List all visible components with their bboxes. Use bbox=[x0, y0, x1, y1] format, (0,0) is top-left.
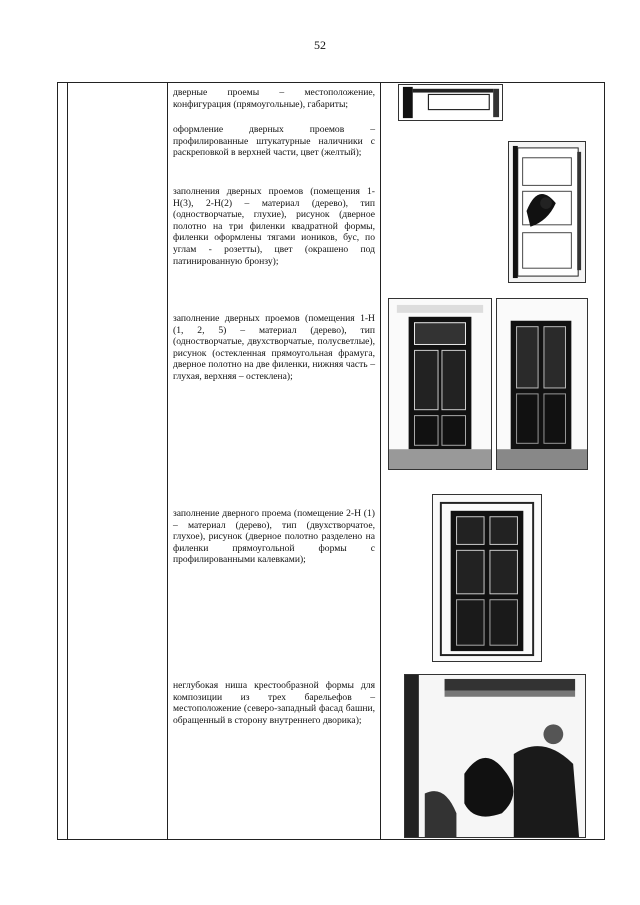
column-divider-2 bbox=[167, 82, 168, 840]
photo-door-opening bbox=[398, 84, 503, 121]
column-divider-3 bbox=[380, 82, 381, 840]
row-text-door-fillings-deaf: заполнения дверных проемов (помещения 1-Н(3), 2-Н(2) – материал (дерево), тип (одностворчатые, глухие), рисунок (дверное полотно на три филенки квадратной формы, филенки оформлены тягами иоников, бус, по углам - розетты), цвет (окрашено под патинированную бронзу); bbox=[173, 186, 375, 267]
column-divider-1 bbox=[67, 82, 68, 840]
photo-door-double bbox=[432, 494, 542, 662]
photo-niche bbox=[404, 674, 586, 838]
row-text-door-fillings-glazed: заполнение дверных проемов (помещения 1-Н (1, 2, 5) – материал (дерево), тип (одностворчатые, двухстворчатые, полусветлые), рисунок (остекленная прямоугольная фрамуга, дверное полотно на две филенки, нижняя часть – глухая, верхняя – остеклена); bbox=[173, 313, 375, 382]
row-text-niche: неглубокая ниша крестообразной формы для композиции из трех барельефов – местоположение (северо-западный фасад башни, обращенный в сторону внутреннего дворика); bbox=[173, 680, 375, 726]
page-number: 52 bbox=[314, 38, 326, 52]
row-text-door-filling-double: заполнение дверного проема (помещение 2-Н (1) – материал (дерево), тип (двухстворчатое, глухое), рисунок (дверное полотно разделено на филенки прямоугольной формы с профилированными калевками); bbox=[173, 508, 375, 566]
photo-door-deaf bbox=[508, 141, 586, 283]
row-text-door-decoration: оформление дверных проемов – профилированные штукатурные наличники с раскреповкой в верхней части, цвет (желтый); bbox=[173, 124, 375, 159]
row-text-door-openings: дверные проемы – местоположение, конфигурация (прямоугольные), габариты; bbox=[173, 87, 375, 110]
photo-door-glazed-right bbox=[496, 298, 588, 470]
photo-door-glazed-left bbox=[388, 298, 492, 470]
